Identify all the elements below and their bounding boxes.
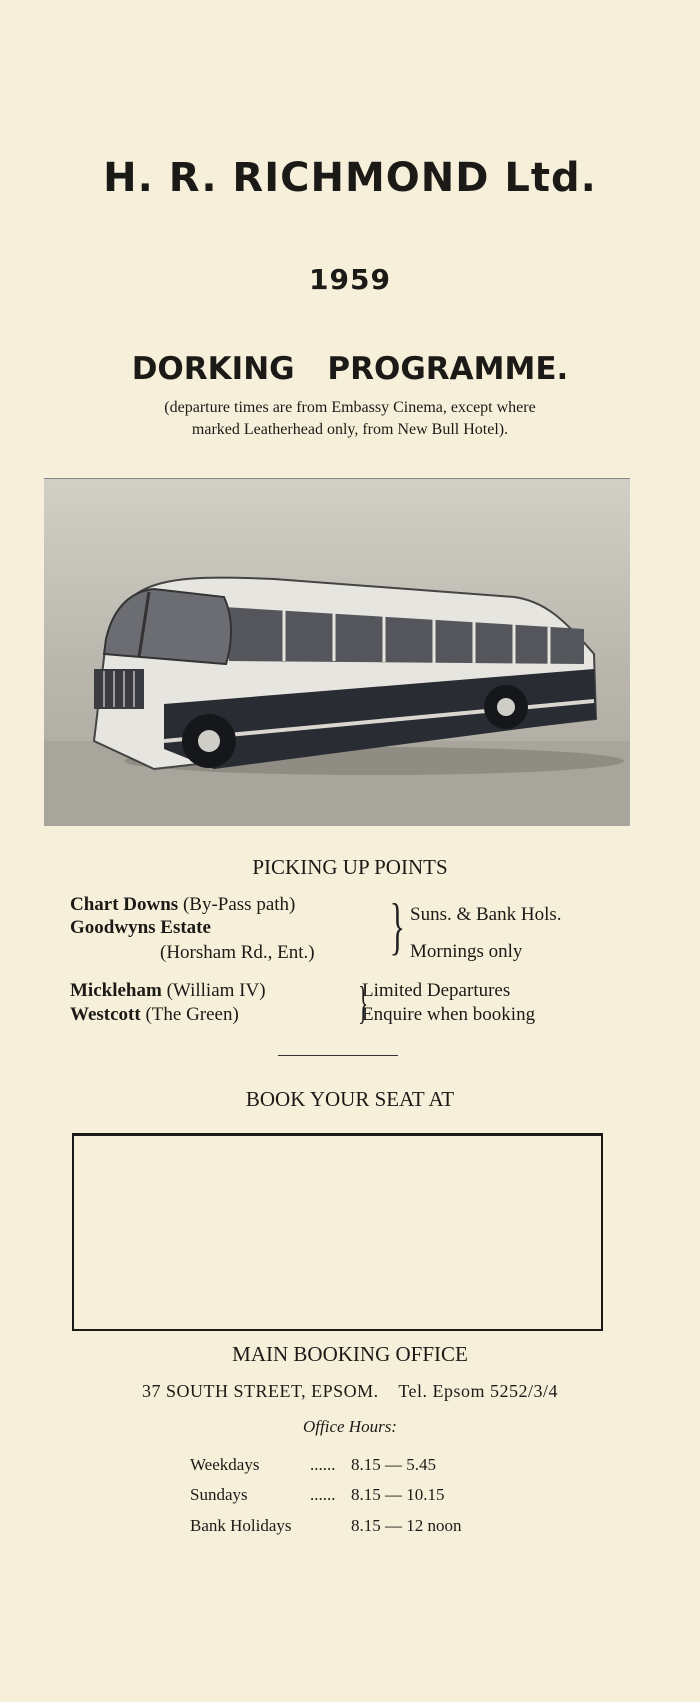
coach-illustration bbox=[44, 479, 630, 826]
pickup-westcott bbox=[70, 1003, 239, 1026]
departure-note bbox=[0, 397, 700, 441]
hours-dots: ...... bbox=[310, 1455, 336, 1474]
pickup-note-1: Suns. & Bank Hols. bbox=[410, 904, 562, 925]
pickup-name: Mickleham bbox=[70, 980, 162, 1001]
year: 1959 bbox=[309, 263, 391, 296]
office-telephone: Tel. Epsom 5252/3/4 bbox=[398, 1381, 559, 1401]
hours-time: 8.15 — 5.45 bbox=[351, 1455, 436, 1474]
hours-time: 8.15 — 12 noon bbox=[351, 1516, 462, 1535]
office-address-line bbox=[0, 1381, 700, 1402]
brace: } bbox=[389, 890, 406, 961]
pickup-detail: (By-Pass path) bbox=[182, 894, 296, 915]
pickup-goodwyns-estate bbox=[70, 916, 211, 939]
hours-day: Bank Holidays bbox=[190, 1516, 292, 1535]
pickup-name: Chart Downs bbox=[70, 894, 179, 915]
hours-day: Sundays bbox=[190, 1485, 248, 1504]
pickup-mickleham bbox=[70, 979, 266, 1002]
main-booking-office-heading: MAIN BOOKING OFFICE bbox=[232, 1342, 468, 1366]
office-address: 37 SOUTH STREET, EPSOM. bbox=[141, 1381, 379, 1401]
hours-dots: ...... bbox=[310, 1485, 336, 1504]
pickup-note-1: Limited Departures bbox=[362, 980, 511, 1001]
coach-photo bbox=[44, 478, 630, 826]
pickup-goodwyns-detail: (Horsham Rd., Ent.) bbox=[160, 942, 315, 963]
pickup-note-2: Mornings only bbox=[410, 941, 523, 962]
divider bbox=[278, 1055, 398, 1056]
pickup-note-2: Enquire when booking bbox=[362, 1004, 536, 1025]
pickup-detail: (William IV) bbox=[166, 980, 266, 1001]
office-hours-title: Office Hours: bbox=[303, 1417, 397, 1436]
book-your-seat-heading: BOOK YOUR SEAT AT bbox=[245, 1087, 455, 1111]
departure-note-line-2: marked Leatherhead only, from New Bull Hotel). bbox=[191, 421, 509, 438]
programme-title: DORKING PROGRAMME. bbox=[131, 351, 569, 387]
pickup-detail: (The Green) bbox=[145, 1004, 239, 1025]
pickup-name: Westcott bbox=[70, 1004, 141, 1025]
picking-up-points-heading: PICKING UP POINTS bbox=[252, 855, 448, 879]
departure-note-line-1: (departure times are from Embassy Cinema, except where bbox=[164, 399, 536, 416]
pickup-name: Goodwyns Estate bbox=[70, 917, 211, 938]
agent-stamp-box bbox=[72, 1133, 603, 1331]
hours-day: Weekdays bbox=[190, 1455, 260, 1474]
pickup-chart-downs bbox=[70, 893, 295, 916]
brace: } bbox=[358, 977, 369, 1028]
hours-time: 8.15 — 10.15 bbox=[351, 1485, 445, 1504]
company-name: H. R. RICHMOND Ltd. bbox=[103, 155, 597, 201]
